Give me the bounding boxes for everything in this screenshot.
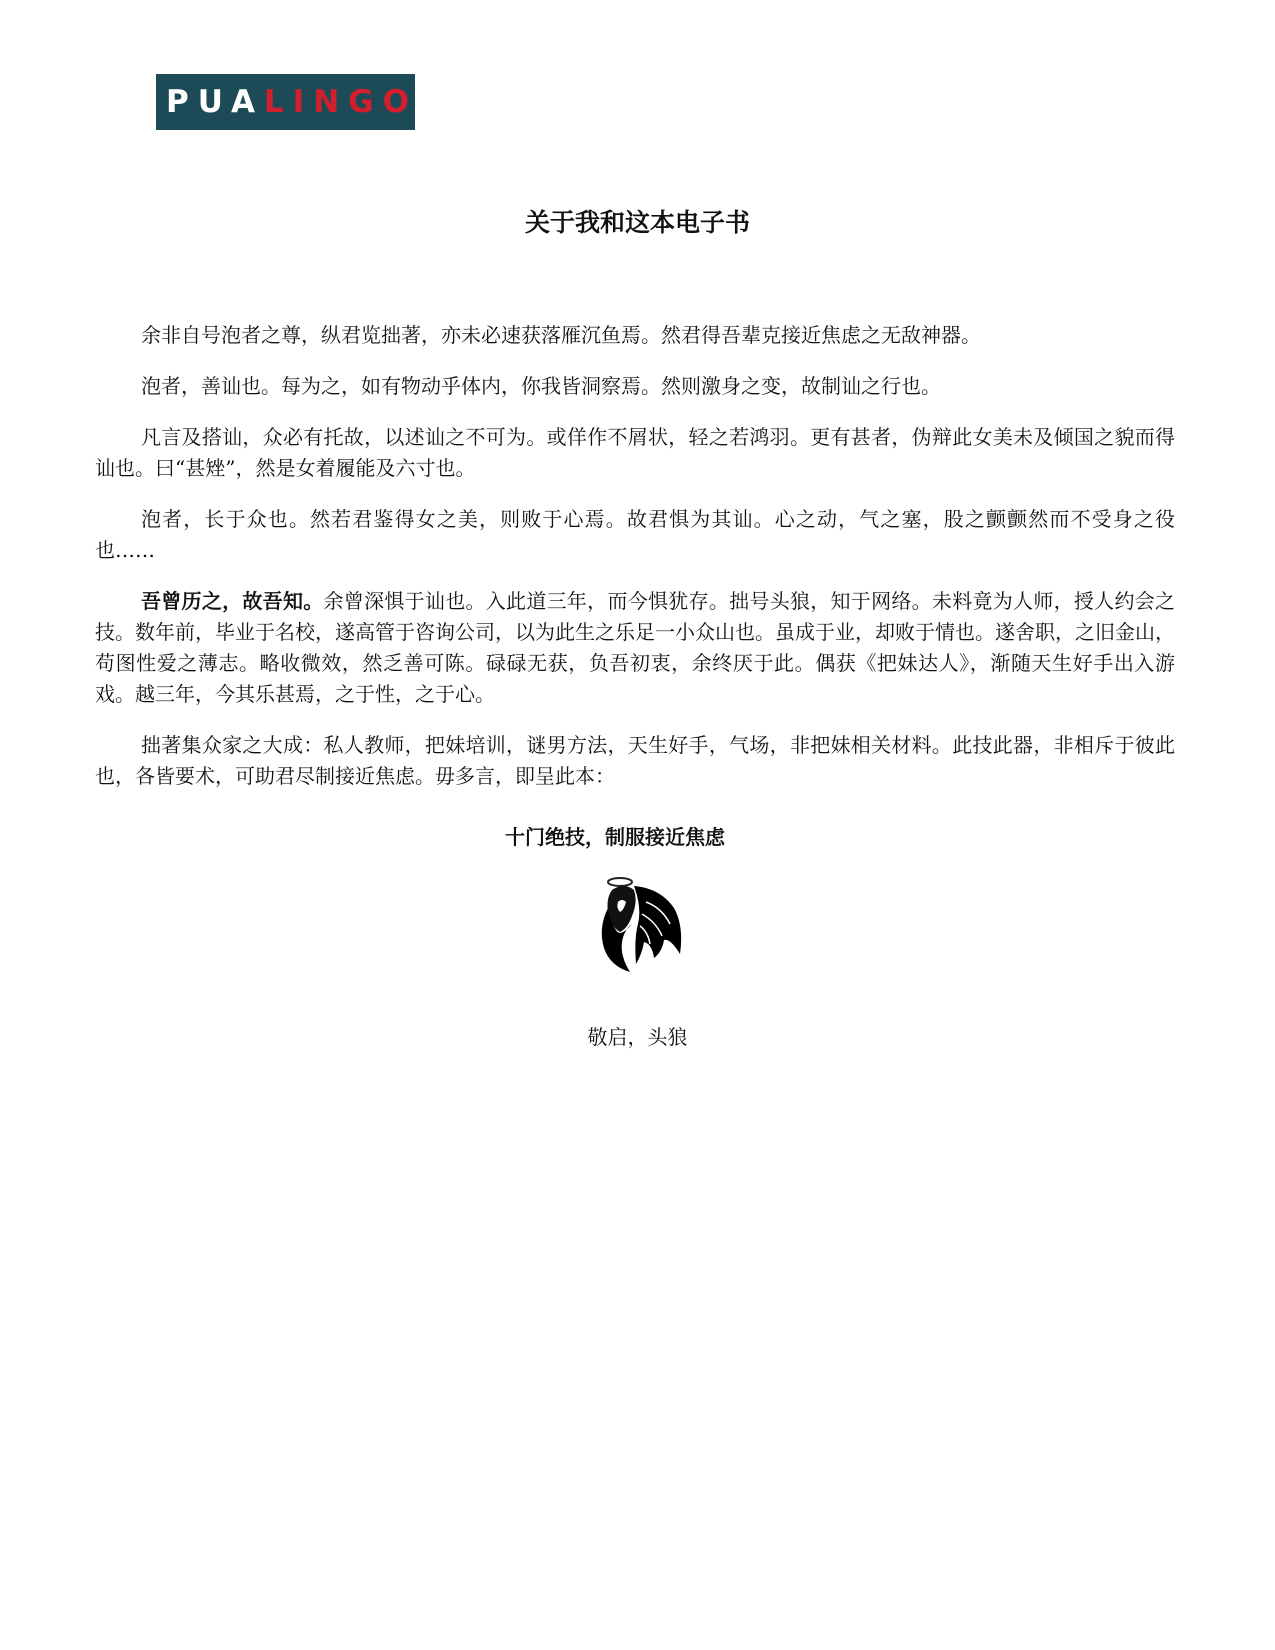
page-title: 关于我和这本电子书 [524, 208, 750, 237]
paragraph-1: 余非自号泡者之尊，纵君览拙著，亦未必速获落雁沉鱼焉。然君得吾辈克接近焦虑之无敌神器。 [141, 323, 981, 347]
pualingo-logo [156, 74, 418, 130]
paragraph-5-lead: 吾曾历之，故吾知。 [141, 589, 324, 613]
wolf-angel-emblem-icon [590, 868, 690, 974]
logo-text-pua: PUA [166, 84, 264, 120]
body-text [95, 320, 1175, 812]
signature: 敬启，头狼 [587, 1025, 688, 1049]
logo-text-lingo: LINGO [263, 84, 418, 120]
paragraph-2: 泡者，善讪也。每为之，如有物动乎体内，你我皆洞察焉。然则激身之变，故制讪之行也。 [141, 374, 941, 398]
paragraph-3: 凡言及搭讪，众必有托故，以述讪之不可为。或佯作不屑状，轻之若鸿羽。更有甚者，伪辩此女美未及倾国之貌而得讪也。曰“甚矬”，然是女着履能及六寸也。 [95, 425, 1175, 480]
paragraph-5 [95, 586, 1175, 710]
paragraph-5-body: 余曾深惧于讪也。入此道三年，而今惧犹存。拙号头狼，知于网络。未料竟为人师，授人约会之技。数年前，毕业于名校，遂高管于咨询公司，以为此生之乐足一小众山也。虽成于业，却败于情也。遂舍职，之旧金山，苟图性爱之薄志。略收微效，然乏善可陈。碌碌无获，负吾初衷，余终厌于此。偶获《把妹达人》，渐随天生好手出入游戏。越三年，今其乐甚焉，之于性，之于心。 [95, 589, 1176, 706]
section-subtitle: 十门绝技，制服接近焦虑 [505, 825, 725, 849]
paragraph-4: 泡者，长于众也。然若君鉴得女之美，则败于心焉。故君惧为其讪。心之动，气之塞，股之颤颤然而不受身之役也…… [95, 507, 1175, 562]
paragraph-6: 拙著集众家之大成：私人教师，把妹培训，谜男方法，天生好手，气场，非把妹相关材料。此技此器，非相斥于彼此也，各皆要术，可助君尽制接近焦虑。毋多言，即呈此本： [95, 733, 1175, 788]
